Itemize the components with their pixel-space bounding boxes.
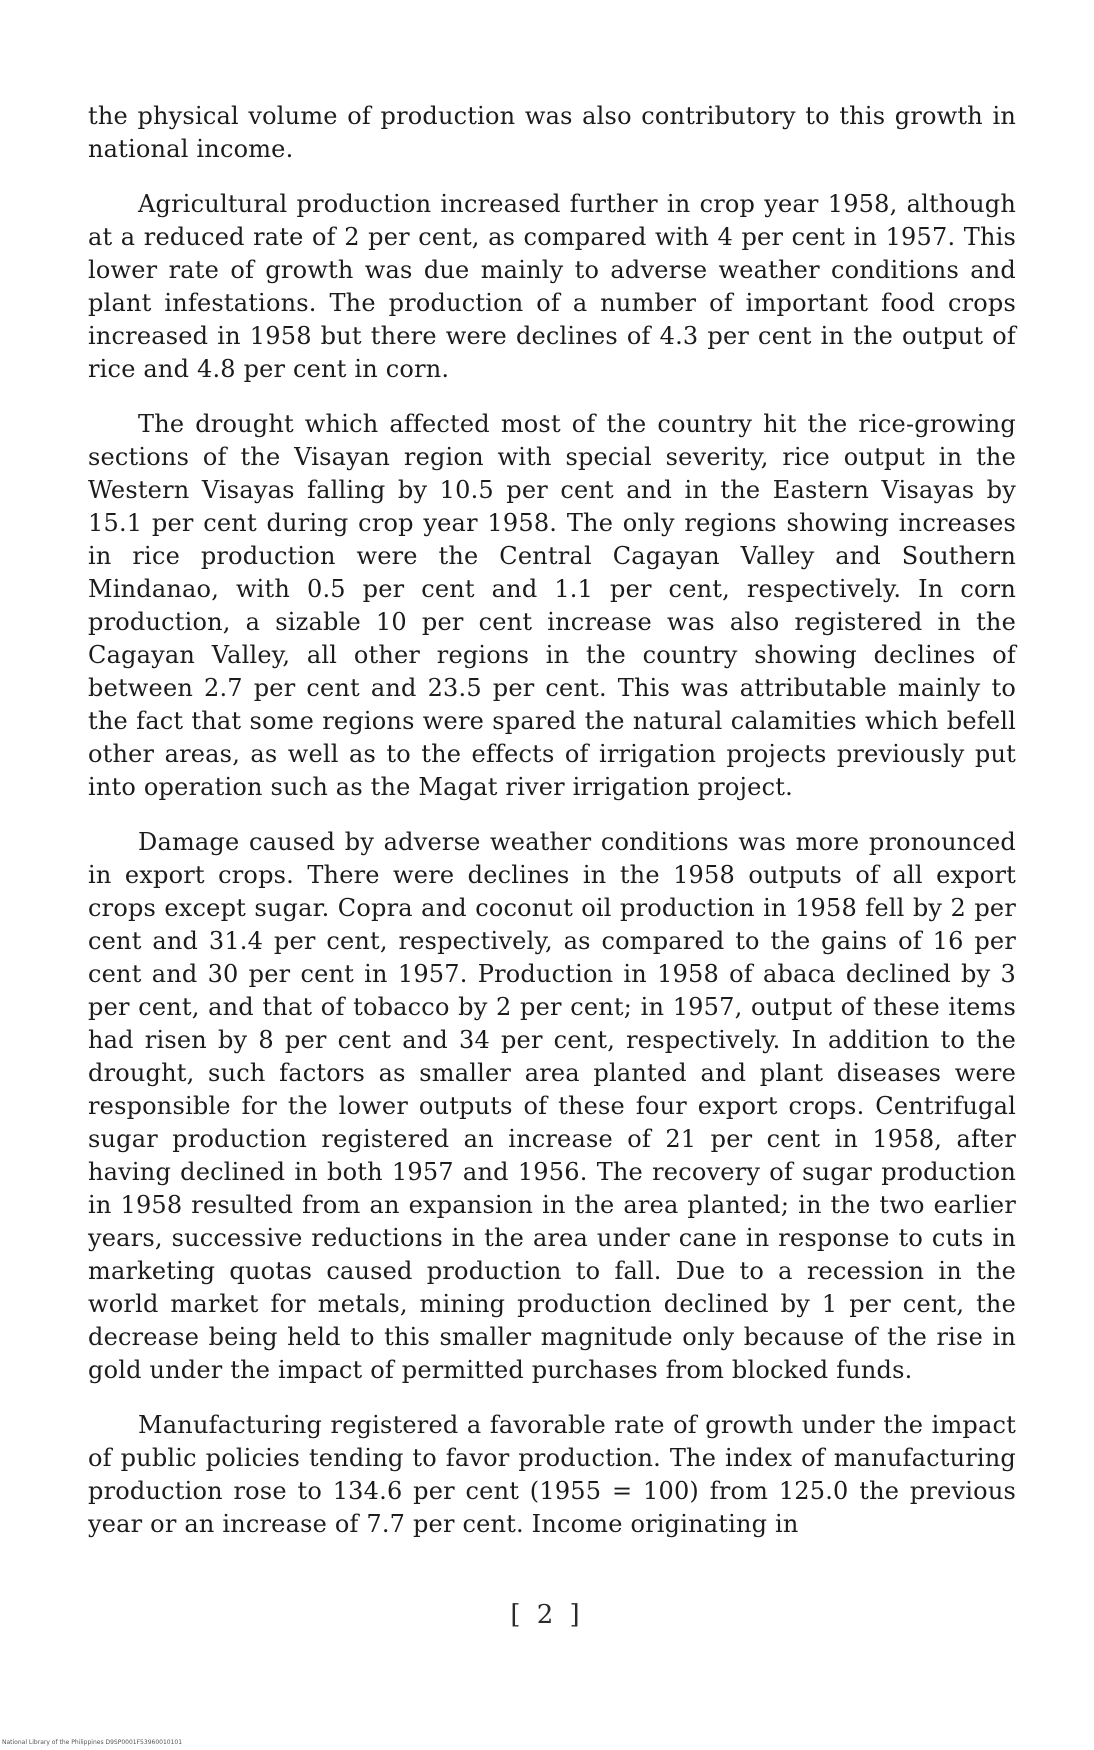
paragraph-1: the physical volume of production was also contributory to this growth in national income.: [88, 102, 1016, 163]
paragraph-5: Manufacturing registered a favorable rate of growth under the impact of public policies tending to favor production. The index of manufacturing production rose to 134.6 per cent (1955 = 100) from 125.0 the previous year or an increase of 7.7 per cent. Income originating in: [88, 1411, 1016, 1538]
footer-credit: National Library of the Philippines D9SP0001F53960010101: [2, 1739, 183, 1746]
paragraph-3: The drought which affected most of the country hit the rice-growing sections of the Visayan region with special severity, rice output in the Western Visayas falling by 10.5 per cent and in the Eastern Visayas by 15.1 per cent during crop year 1958. The only regions showing increases in rice production were the Central Cagayan Valley and Southern Mindanao, with 0.5 per cent and 1.1 per cent, respectively. In corn production, a sizable 10 per cent increase was also registered in the Cagayan Valley, all other regions in the country showing declines of between 2.7 per cent and 23.5 per cent. This was attributable mainly to the fact that some regions were spared the natural calamities which befell other areas, as well as to the effects of irrigation projects previously put into operation such as the Magat river irrigation project.: [88, 410, 1016, 801]
paragraph-4: Damage caused by adverse weather conditions was more pronounced in export crops. There were declines in the 1958 outputs of all export crops except sugar. Copra and coconut oil production in 1958 fell by 2 per cent and 31.4 per cent, respectively, as compared to the gains of 16 per cent and 30 per cent in 1957. Production in 1958 of abaca declined by 3 per cent, and that of tobacco by 2 per cent; in 1957, output of these items had risen by 8 per cent and 34 per cent, respectively. In addition to the drought, such factors as smaller area planted and plant diseases were responsible for the lower outputs of these four export crops. Centrifugal sugar production registered an increase of 21 per cent in 1958, after having declined in both 1957 and 1956. The recovery of sugar production in 1958 resulted from an expansion in the area planted; in the two earlier years, successive reductions in the area under cane in response to cuts in marketing quotas caused production to fall. Due to a recession in the world market for metals, mining production declined by 1 per cent, the decrease being held to this smaller magnitude only because of the rise in gold under the impact of permitted purchases from blocked funds.: [88, 828, 1016, 1384]
page-number: [ 2 ]: [510, 1600, 584, 1630]
document-body: [88, 100, 1016, 1541]
paragraph-2: Agricultural production increased further in crop year 1958, although at a reduced rate of 2 per cent, as compared with 4 per cent in 1957. This lower rate of growth was due mainly to adverse weather conditions and plant infestations. The production of a number of important food crops increased in 1958 but there were declines of 4.3 per cent in the output of rice and 4.8 per cent in corn.: [88, 190, 1016, 383]
